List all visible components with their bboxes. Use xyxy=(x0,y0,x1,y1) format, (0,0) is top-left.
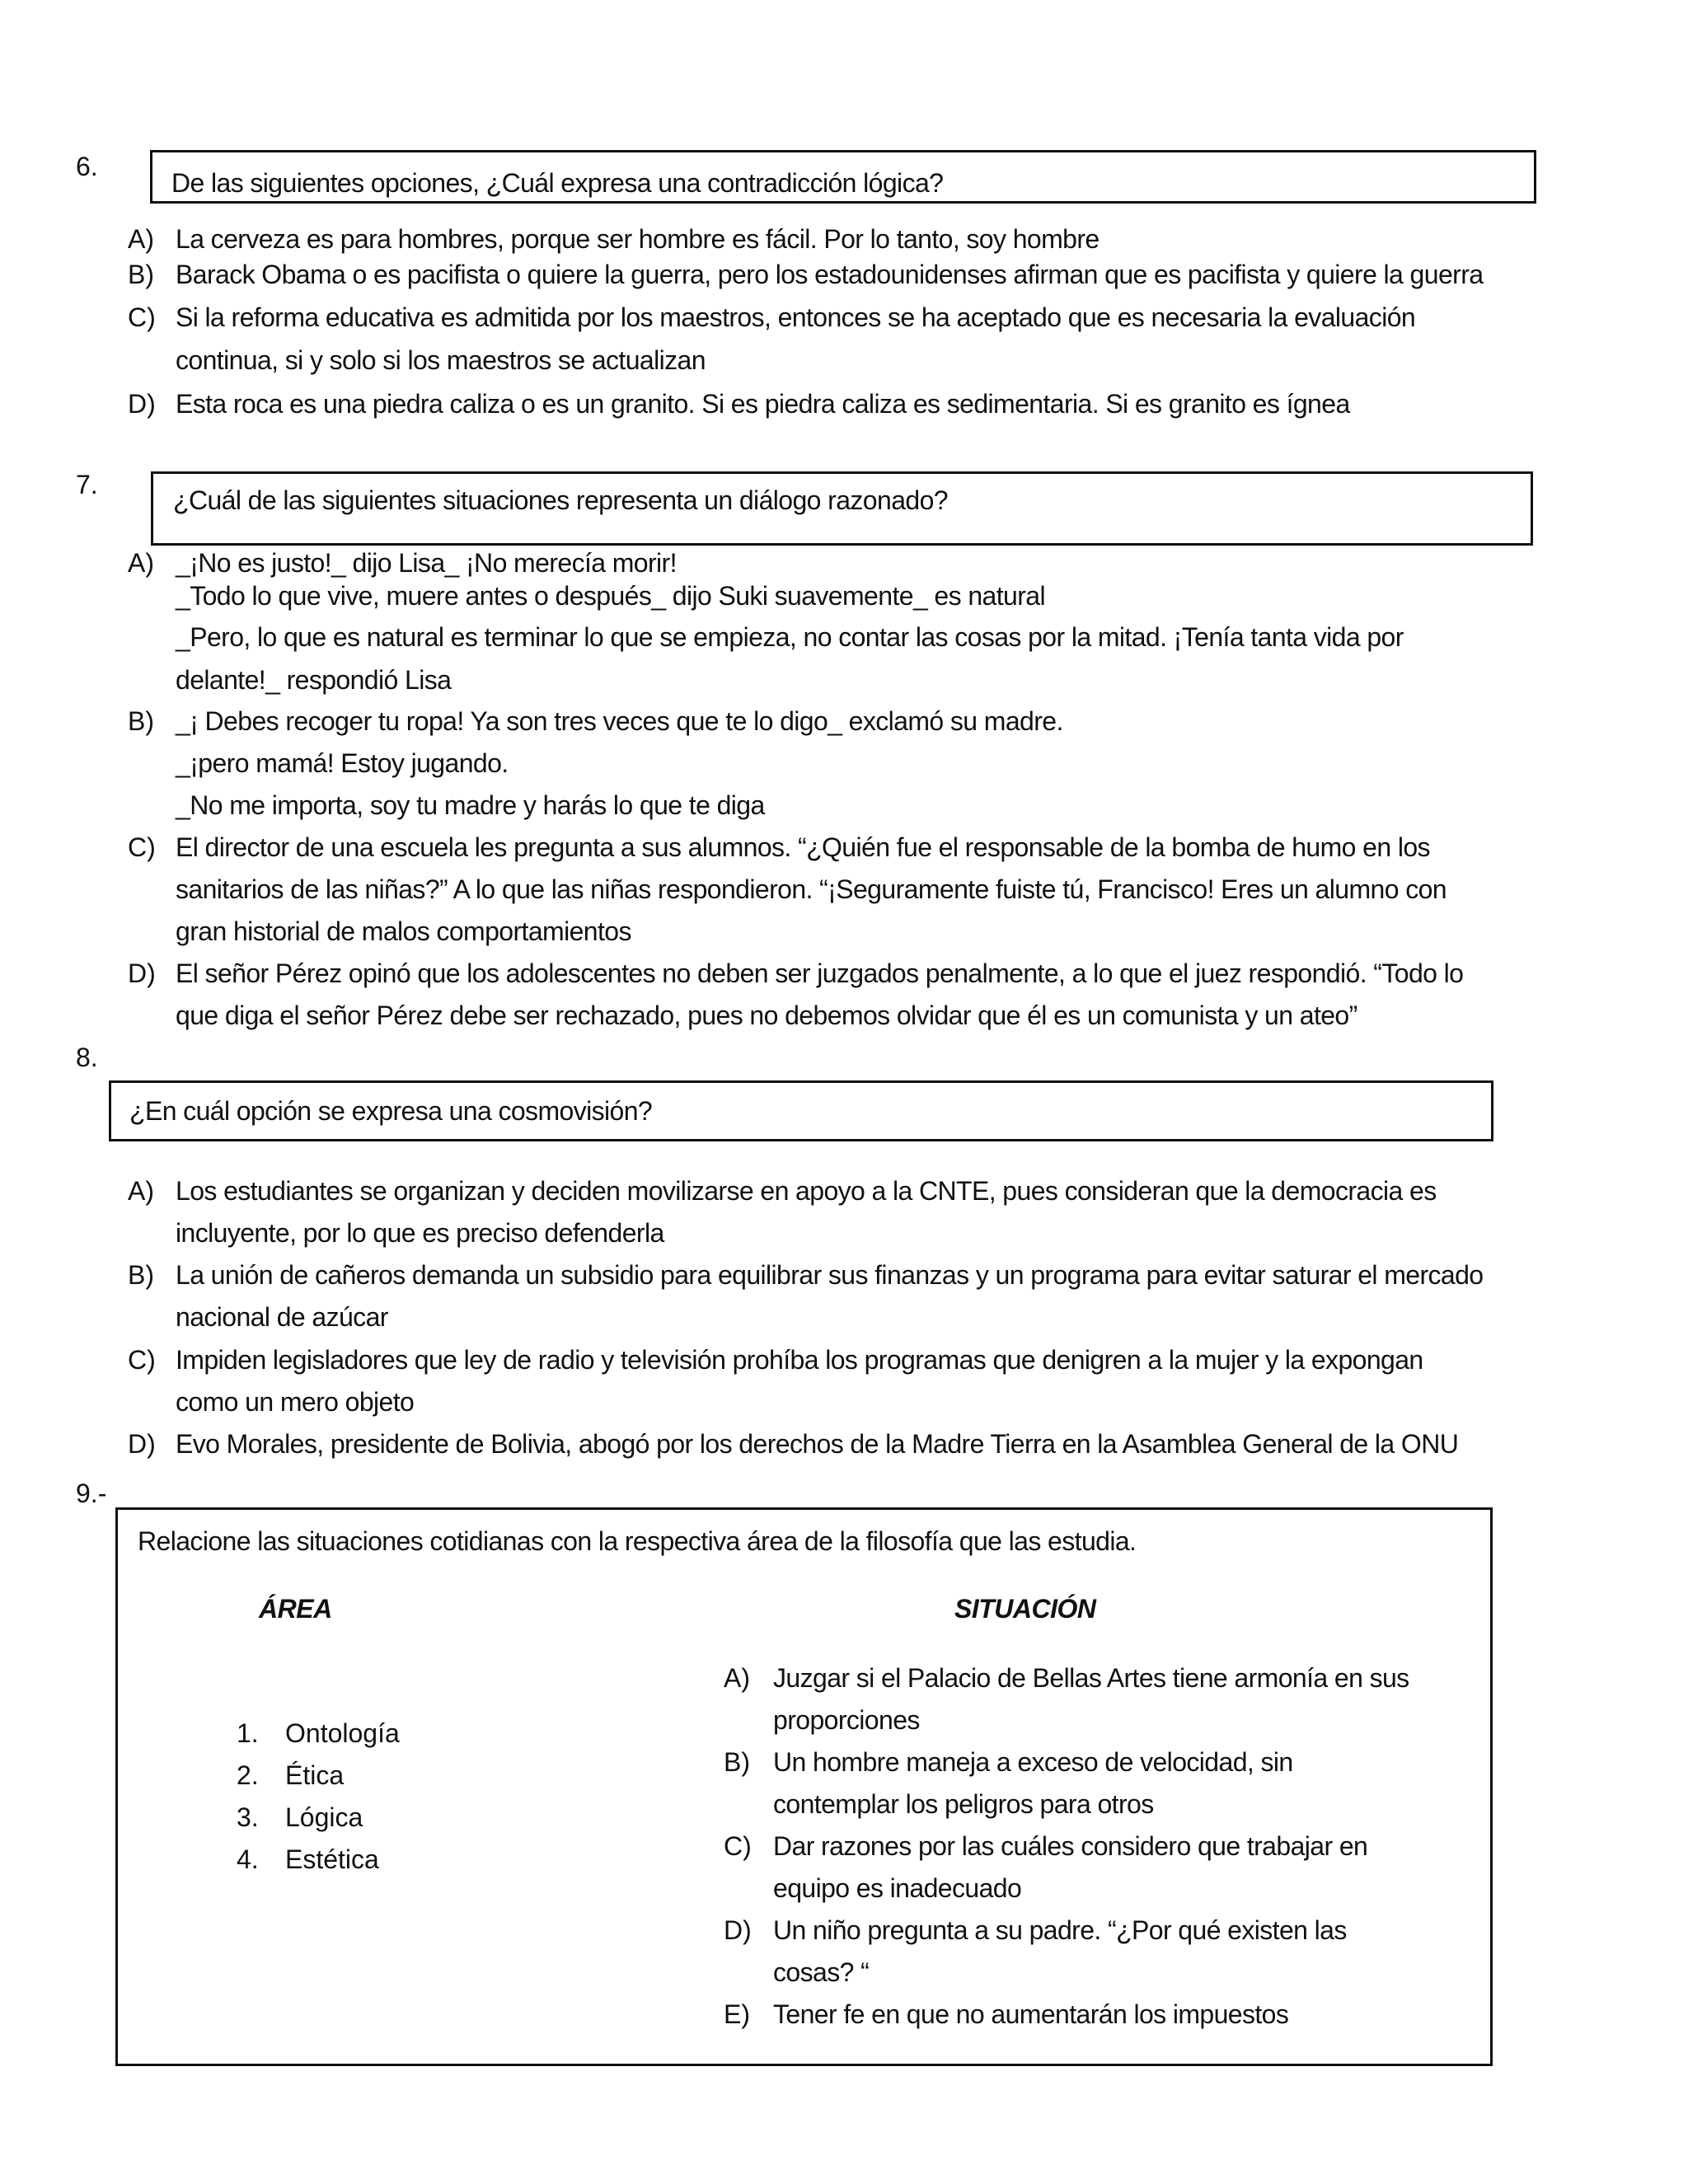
option-text: gran historial de malos comportamientos xyxy=(176,916,631,946)
situation-label: A) xyxy=(724,1663,750,1693)
option-text: _No me importa, soy tu madre y harás lo que te diga xyxy=(176,790,765,820)
option-text: _Pero, lo que es natural es terminar lo que se empieza, no contar las cosas por la mitad. ¡Tenía tanta vida por xyxy=(176,622,1404,652)
area-name: Lógica xyxy=(285,1802,363,1832)
situation-text: Tener fe en que no aumentarán los impuestos xyxy=(773,1999,1289,2029)
situation-label: E) xyxy=(724,1999,750,2029)
question-prompt: De las siguientes opciones, ¿Cuál expresa una contradicción lógica? xyxy=(171,168,944,198)
option-text: Si la reforma educativa es admitida por los maestros, entonces se ha aceptado que es necesaria la evaluación xyxy=(176,302,1416,332)
question-prompt-box xyxy=(109,1080,1493,1141)
question-prompt: ¿En cuál opción se expresa una cosmovisión? xyxy=(129,1096,653,1126)
area-number: 1. xyxy=(237,1718,259,1748)
question-prompt-box xyxy=(151,471,1533,546)
area-name: Ética xyxy=(285,1760,345,1790)
option-text: _¡No es justo!_ dijo Lisa_ ¡No merecía morir! xyxy=(176,548,677,578)
situation-text: cosas? “ xyxy=(773,1957,870,1987)
option-label: C) xyxy=(128,832,156,862)
situation-label: D) xyxy=(724,1915,752,1945)
option-label: C) xyxy=(128,1345,156,1375)
option-text: sanitarios de las niñas?” A lo que las niñas respondieron. “¡Seguramente fuiste tú, Francisco! Eres un alumno con xyxy=(176,874,1447,904)
option-label: D) xyxy=(128,958,156,988)
option-text: El señor Pérez opinó que los adolescentes no deben ser juzgados penalmente, a lo que el juez respondió. “Todo lo xyxy=(176,958,1464,988)
area-number: 3. xyxy=(237,1802,259,1832)
situation-text: Dar razones por las cuáles considero que trabajar en xyxy=(773,1831,1368,1861)
area-name: Ontología xyxy=(285,1718,400,1748)
question-number: 6. xyxy=(76,152,98,181)
situation-column-header: SITUACIÓN xyxy=(954,1594,1096,1624)
situation-text: Juzgar si el Palacio de Bellas Artes tiene armonía en sus xyxy=(773,1663,1409,1693)
option-label: C) xyxy=(128,302,156,332)
option-label: A) xyxy=(128,224,154,254)
option-text: nacional de azúcar xyxy=(176,1302,388,1332)
option-text: Barack Obama o es pacifista o quiere la guerra, pero los estadounidenses afirman que es pacifista y quiere la guerra xyxy=(176,260,1484,289)
option-text: Esta roca es una piedra caliza o es un granito. Si es piedra caliza es sedimentaria. Si es granito es ígnea xyxy=(176,389,1350,419)
option-text: _¡ Debes recoger tu ropa! Ya son tres veces que te lo digo_ exclamó su madre. xyxy=(176,706,1063,736)
option-label: B) xyxy=(128,260,154,289)
option-text: delante!_ respondió Lisa xyxy=(176,665,452,695)
question-prompt: ¿Cuál de las siguientes situaciones representa un diálogo razonado? xyxy=(173,485,948,515)
question-number: 8. xyxy=(76,1043,98,1072)
option-text: El director de una escuela les pregunta a sus alumnos. “¿Quién fue el responsable de la bomba de humo en los xyxy=(176,832,1430,862)
question-number: 7. xyxy=(76,470,98,499)
option-text: La unión de cañeros demanda un subsidio para equilibrar sus finanzas y un programa para evitar saturar el mercado xyxy=(176,1260,1484,1290)
option-text: Los estudiantes se organizan y deciden movilizarse en apoyo a la CNTE, pues consideran que la democracia es xyxy=(176,1176,1437,1206)
option-label: A) xyxy=(128,1176,154,1206)
area-column-header: ÁREA xyxy=(259,1594,332,1624)
situation-text: proporciones xyxy=(773,1705,920,1735)
option-text: La cerveza es para hombres, porque ser hombre es fácil. Por lo tanto, soy hombre xyxy=(176,224,1100,254)
area-number: 4. xyxy=(237,1844,259,1874)
option-label: A) xyxy=(128,548,154,578)
situation-label: C) xyxy=(724,1831,752,1861)
situation-text: equipo es inadecuado xyxy=(773,1873,1022,1903)
option-text: que diga el señor Pérez debe ser rechazado, pues no debemos olvidar que él es un comunista y un ateo” xyxy=(176,1001,1357,1030)
situation-text: contemplar los peligros para otros xyxy=(773,1789,1154,1819)
option-label: B) xyxy=(128,706,154,736)
situation-text: Un hombre maneja a exceso de velocidad, sin xyxy=(773,1747,1293,1777)
option-text: _Todo lo que vive, muere antes o después_ dijo Suki suavemente_ es natural xyxy=(176,581,1045,611)
area-number: 2. xyxy=(237,1760,259,1790)
option-text: Evo Morales, presidente de Bolivia, abogó por los derechos de la Madre Tierra en la Asamblea General de la ONU xyxy=(176,1429,1459,1459)
situation-text: Un niño pregunta a su padre. “¿Por qué existen las xyxy=(773,1915,1347,1945)
question-prompt-box xyxy=(150,150,1536,204)
option-label: D) xyxy=(128,389,156,419)
question-number: 9.- xyxy=(76,1479,107,1508)
option-text: continua, si y solo si los maestros se actualizan xyxy=(176,345,706,375)
area-name: Estética xyxy=(285,1844,379,1874)
option-text: como un mero objeto xyxy=(176,1387,415,1417)
option-text: Impiden legisladores que ley de radio y televisión prohíba los programas que denigren a la mujer y la expongan xyxy=(176,1345,1423,1375)
option-text: _¡pero mamá! Estoy jugando. xyxy=(176,748,509,778)
situation-label: B) xyxy=(724,1747,750,1777)
option-label: D) xyxy=(128,1429,156,1459)
option-label: B) xyxy=(128,1260,154,1290)
question-prompt: Relacione las situaciones cotidianas con la respectiva área de la filosofía que las estudia. xyxy=(138,1526,1137,1556)
option-text: incluyente, por lo que es preciso defenderla xyxy=(176,1218,664,1248)
